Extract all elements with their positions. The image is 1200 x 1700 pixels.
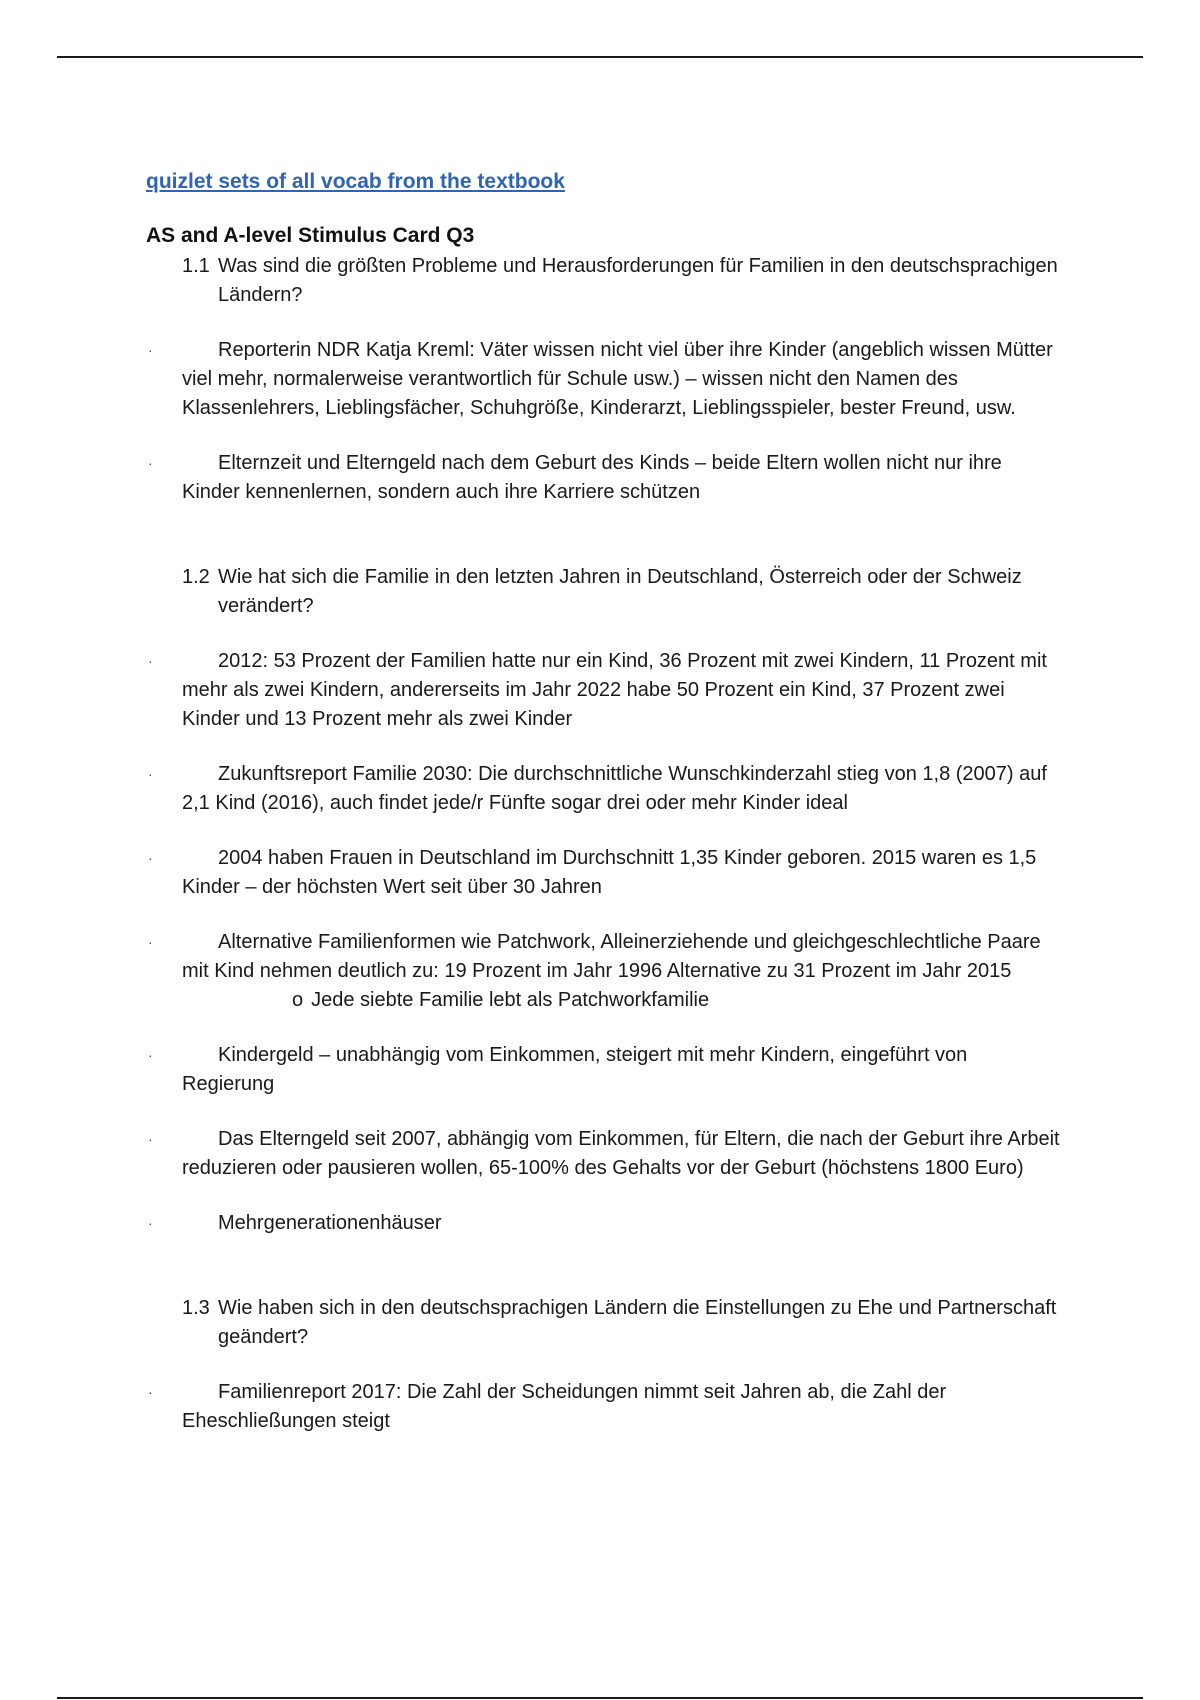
question-text: Wie hat sich die Familie in den letzten Jahren in Deutschland, Österreich oder der Schweiz verändert?: [218, 566, 1022, 617]
top-rule: [57, 56, 1143, 58]
bullet-icon: ·: [148, 455, 153, 471]
list-item: · 2012: 53 Prozent der Familien hatte nur ein Kind, 36 Prozent mit zwei Kindern, 11 Prozent mit mehr als zwei Kindern, andererseits im Jahr 2022 habe 50 Prozent ein Kind, 37 Prozent zwei Kinder und 13 Prozent mehr als zwei Kinder: [182, 647, 1062, 734]
question-number: 1.1: [182, 255, 210, 277]
bullet-icon: ·: [148, 1131, 153, 1147]
list-item: · Mehrgenerationenhäuser: [182, 1209, 1062, 1238]
question-1-2: [182, 563, 1062, 621]
list-item: · Kindergeld – unabhängig vom Einkommen, steigert mit mehr Kindern, eingeführt von Regierung: [182, 1041, 1062, 1099]
bullet-icon: ·: [148, 850, 153, 866]
question-text: Wie haben sich in den deutschsprachigen Ländern die Einstellungen zu Ehe und Partnerschaft geändert?: [218, 1297, 1057, 1348]
question-text: Was sind die größten Probleme und Herausforderungen für Familien in den deutschsprachigen Ländern?: [218, 255, 1058, 306]
bullet-icon: ·: [148, 1215, 153, 1231]
document-heading: AS and A-level Stimulus Card Q3: [146, 224, 475, 247]
list-item: · 2004 haben Frauen in Deutschland im Durchschnitt 1,35 Kinder geboren. 2015 waren es 1,5 Kinder – der höchsten Wert seit über 30 Jahren: [182, 844, 1062, 902]
list-item: · Elternzeit und Elterngeld nach dem Geburt des Kinds – beide Eltern wollen nicht nur ihre Kinder kennenlernen, sondern auch ihre Karriere schützen: [182, 449, 1062, 507]
question-number: 1.2: [182, 566, 210, 588]
bullet-icon: ·: [148, 766, 153, 782]
bottom-rule: [57, 1697, 1143, 1699]
question-1-3: [182, 1294, 1062, 1352]
bullet-icon: ·: [148, 934, 153, 950]
bullet-icon: ·: [148, 342, 153, 358]
list-item: · Familienreport 2017: Die Zahl der Scheidungen nimmt seit Jahren ab, die Zahl der Eheschließungen steigt: [182, 1378, 1062, 1436]
document-body: [148, 252, 1062, 1436]
bullet-icon: ·: [148, 653, 153, 669]
circle-bullet-icon: o: [292, 989, 304, 1011]
quizlet-link[interactable]: quizlet sets of all vocab from the textbook: [146, 170, 565, 193]
list-item: · Alternative Familienformen wie Patchwork, Alleinerziehende und gleichgeschlechtliche Paare mit Kind nehmen deutlich zu: 19 Prozent im Jahr 1996 Alternative zu 31 Prozent im Jahr 2015: [182, 928, 1062, 986]
bullet-icon: ·: [148, 1047, 153, 1063]
bullet-icon: ·: [148, 1384, 153, 1400]
sub-list-item: o Jede siebte Familie lebt als Patchworkfamilie: [292, 989, 710, 1011]
list-item: · Zukunftsreport Familie 2030: Die durchschnittliche Wunschkinderzahl stieg von 1,8 (2007) auf 2,1 Kind (2016), auch findet jede/r Fünfte sogar drei oder mehr Kinder ideal: [182, 760, 1062, 818]
list-item: · Reporterin NDR Katja Kreml: Väter wissen nicht viel über ihre Kinder (angeblich wissen Mütter viel mehr, normalerweise verantwortlich für Schule usw.) – wissen nicht den Namen des Klassenlehrers, Lieblingsfächer, Schuhgröße, Kinderarzt, Lieblingsspieler, bester Freund, usw.: [182, 336, 1062, 423]
question-number: 1.3: [182, 1297, 210, 1319]
list-item: · Das Elterngeld seit 2007, abhängig vom Einkommen, für Eltern, die nach der Geburt ihre Arbeit reduzieren oder pausieren wollen, 65-100% des Gehalts vor der Geburt (höchstens 1800 Euro): [182, 1125, 1062, 1183]
question-1-1: [182, 252, 1062, 310]
